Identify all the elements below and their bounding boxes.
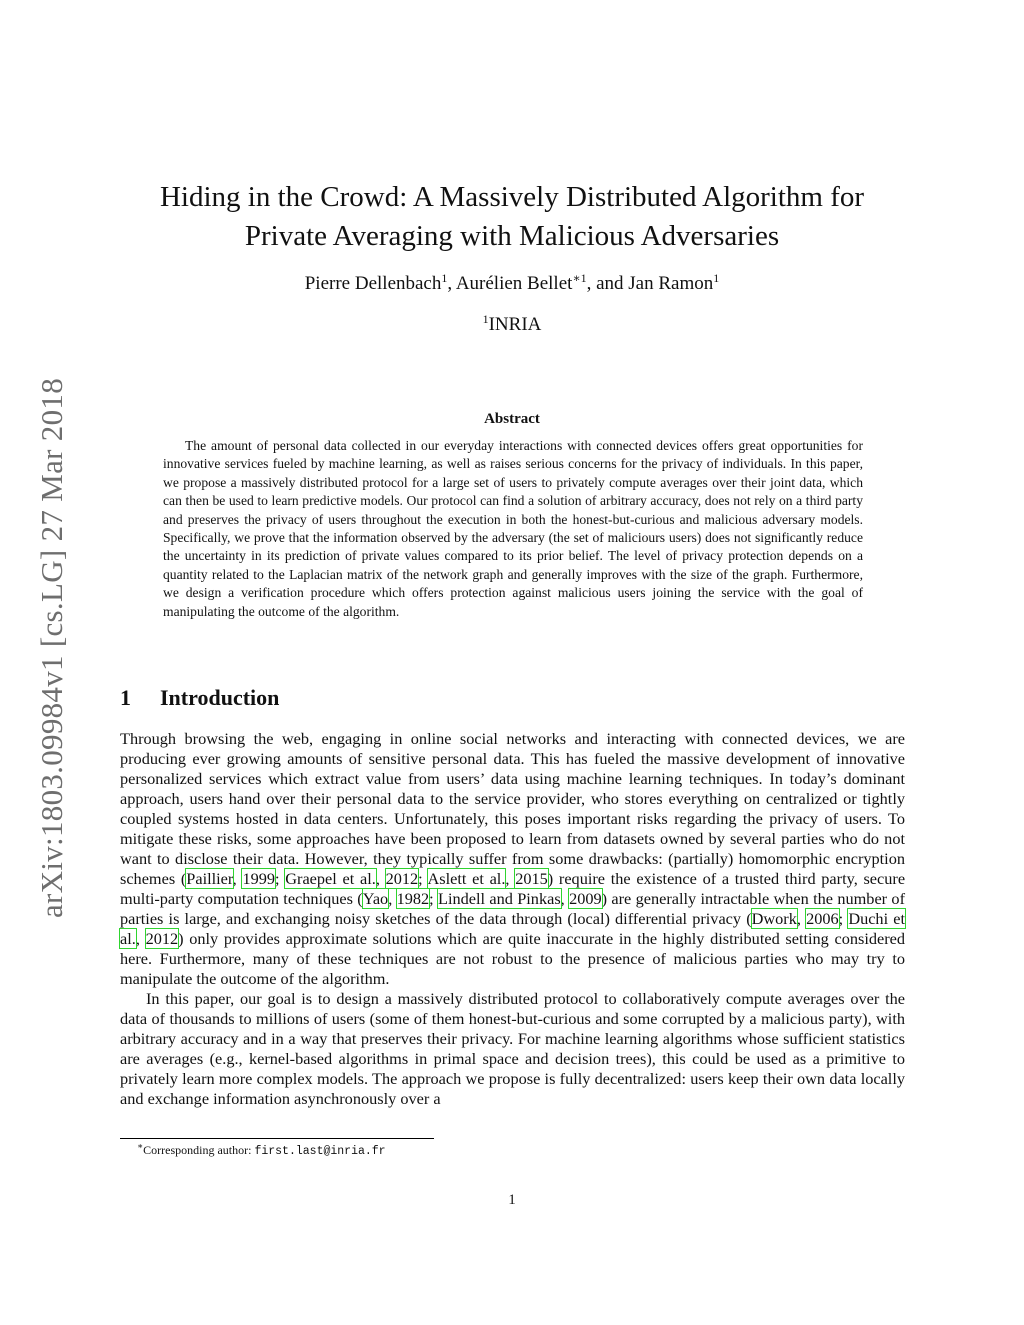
introduction-body	[120, 729, 905, 1109]
citation-link[interactable]: Yao	[362, 889, 389, 908]
arxiv-identifier: arXiv:1803.09984v1 [cs.LG] 27 Mar 2018	[34, 377, 69, 919]
citation-separator: ,	[388, 889, 397, 908]
footnote-divider	[120, 1138, 434, 1139]
citation-link[interactable]: Dwork	[751, 909, 797, 928]
title-line-2: Private Averaging with Malicious Adversaries	[244, 220, 780, 252]
author-name: Aurélien Bellet	[455, 273, 573, 294]
citation-link[interactable]: Paillier	[186, 869, 233, 888]
section-title: Introduction	[160, 685, 280, 710]
citation-link[interactable]: 2009	[569, 889, 602, 908]
paragraph-text: Through browsing the web, engaging in online social networks and interacting with connected devices, we are producing ever growing amounts of sensitive personal data. This has fueled the massive development of innovative personalized services which extract value from users’ data using machine learning techniques. In today’s dominant approach, users hand over their personal data to the service provider, who stores everything on centralized or tightly coupled systems hosted in data centers. Unfortunately, this poses important risks regarding the privacy of users. To mitigate these risks, some approaches have been proposed to learn from datasets owned by several parties who do not want to disclose their data. However, they typically suffer from some drawbacks: (partially) homomorphic encryption schemes (	[120, 729, 905, 888]
paper-title	[0, 178, 1024, 256]
citation-link[interactable]: 2012	[145, 929, 179, 948]
citation-link[interactable]: 2006	[806, 909, 839, 928]
citation-separator: ,	[560, 889, 570, 908]
citation-link[interactable]: 1999	[242, 869, 276, 888]
citation-separator: ,	[232, 869, 243, 888]
intro-paragraph-1	[120, 729, 905, 989]
citation-link[interactable]: 2015	[515, 869, 548, 888]
citation-separator: ,	[796, 909, 807, 928]
citation-separator: ;	[429, 889, 439, 908]
citation-link[interactable]: 1982	[396, 889, 430, 908]
citation-separator: ,	[375, 869, 386, 888]
abstract-body	[163, 437, 863, 621]
title-line-1: Hiding in the Crowd: A Massively Distributed Algorithm for	[159, 181, 865, 213]
citation-separator: ,	[505, 869, 516, 888]
author-list: Pierre Dellenbach$^1$, Aurélien Bellet$^{∗1}$, and Jan Ramon$^1$	[304, 271, 720, 294]
paragraph-text: ) only provides approximate solutions which are quite inaccurate in the highly distributed setting considered here. Furthermore, many of these techniques are not robust to the presence of malicious parties who may try to manipulate the outcome of the algorithm.	[120, 929, 905, 988]
citation-separator: ;	[418, 869, 428, 888]
citation-link[interactable]: Duchi et al.	[120, 909, 905, 948]
footnote	[137, 1143, 386, 1158]
page-number: 1	[508, 1192, 516, 1208]
footnote-marker: ∗	[137, 1141, 144, 1151]
citation-separator: ;	[838, 909, 849, 928]
intro-paragraph-2: In this paper, our goal is to design a massively distributed protocol to collaboratively compute averages over the data of thousands to millions of users (some of them honest-but-curious and some corrupted by a malicious party), with arbitrary accuracy and in a way that preserves their privacy. For machine learning algorithms whose sufficient statistics are averages (e.g., kernel-based algorithms in primal space and decision trees), this could be used as a primitive to privately learn more complex models. The approach we propose is fully decentralized: users keep their own data locally and exchange information asynchronously over a	[120, 989, 905, 1108]
section-heading	[120, 685, 279, 711]
citation-link[interactable]: 2012	[385, 869, 419, 888]
footnote-label: Corresponding author:	[143, 1143, 255, 1157]
citation-separator: ,	[135, 929, 146, 948]
citation-link[interactable]: Aslett et al.	[427, 869, 506, 888]
affiliation-marker: 1	[713, 271, 720, 285]
author-name: Pierre Dellenbach	[304, 273, 442, 294]
affiliation-name: INRIA	[488, 314, 542, 335]
author-email: first.last@inria.fr	[254, 1145, 386, 1158]
citation-link[interactable]: Lindell and Pinkas	[438, 889, 561, 908]
affiliation	[0, 314, 1024, 336]
affiliation-marker: ∗1	[572, 271, 587, 285]
abstract-heading: Abstract	[484, 411, 540, 427]
citation-link[interactable]: Graepel et al.	[285, 869, 376, 888]
citation-separator: ;	[275, 869, 286, 888]
affiliation-marker: 1	[482, 312, 489, 326]
affiliation-marker: 1	[441, 271, 448, 285]
section-number: 1	[120, 685, 131, 710]
abstract-text: The amount of personal data collected in our everyday interactions with connected devices offers great opportunities for innovative services fueled by machine learning, as well as raises serious concerns for the privacy of individuals. In this paper, we propose a massively distributed protocol for a large set of users to privately compute averages over their joint data, which can then be used to learn predictive models. Our protocol can find a solution of arbitrary accuracy, does not rely on a third party and preserves the privacy of users throughout the execution in both the honest-but-curious and malicious adversary models. Specifically, we prove that the information observed by the adversary (the set of maliciours users) does not significantly reduce the uncertainty in its prediction of private values compared to its prior belief. The level of privacy protection depends on a quantity related to the Laplacian matrix of the network graph and generally improves with the size of the graph. Furthermore, we design a verification procedure which offers protection against malicious users joining the service with the goal of manipulating the outcome of the algorithm.	[163, 438, 863, 619]
paragraph-text: ) require the existence of a trusted third party, secure multi-party computation techniques (	[120, 869, 906, 908]
author-name: , and Jan Ramon	[586, 273, 714, 294]
arxiv-sidebar-stamp	[34, 348, 70, 948]
paragraph-text: ) are generally intractable when the number of parties is large, and exchanging noisy sketches of the data through (local) differential privacy (	[120, 889, 905, 928]
